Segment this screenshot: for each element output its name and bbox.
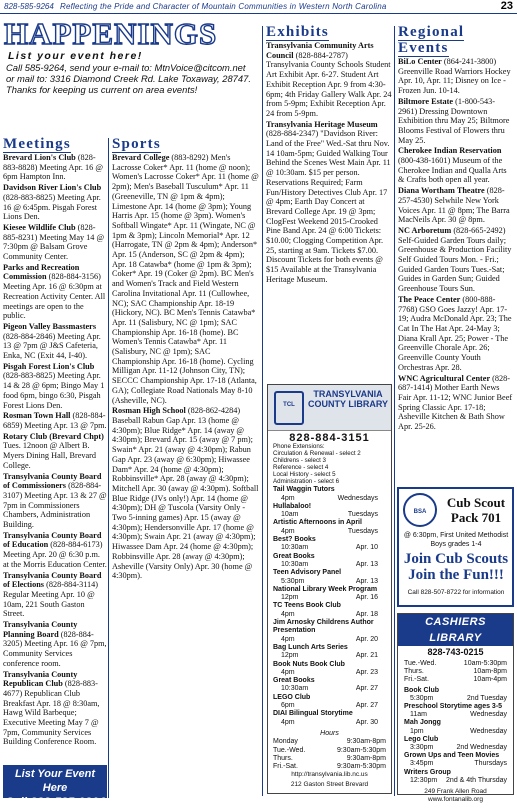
entry-text: (828-862-4284) Baseball Rabun Gap Apr. 13 (home @ 4:30pm); Blue Ridge* Apr. 14 (away @ 4:30pm); Brevard Apr. 15 (away @ 7 pm); Swain* Apr. 21 (away @ 4:30pm); Rabun Gap Apr. 23 (away @ 6:30pm); Hiwassee Dam* Apr. 24 (home @ 4:30pm); Robbinsville* Apr. 28 (away @ 4:30pm); Mitchell Apr. 30 (away @ 4:30pm). Softball Blue Ridge (JVs only!) Apr. 14 (home @ 4:30pm); DH @ Tuscola (Varsity Only - Two 5-inning games) Apr. 15 (away @ 4:30pm); Hendersonville Apr. 17 (home @ 4:30pm); Swain Apr. 21 (away @ 4:30pm); Hiwassee Dam Apr. 24 (home @ 4:30pm); Robbinsville Apr. 28 (away @ 4:30pm); Asheville (Varsity Only) Apr. 30 (home @ 4:30pm).	[112, 406, 259, 581]
event-time: 5:30pm	[281, 577, 305, 585]
event-time: 12pm	[281, 594, 299, 602]
entry-title: Cherokee Indian Reservation	[398, 146, 502, 156]
entry-title: Pigeon Valley Bassmasters	[3, 321, 97, 331]
list-item	[3, 620, 107, 669]
entry-title: Transylvania County Republican Club	[3, 669, 78, 689]
library-hours	[268, 730, 391, 771]
event-when	[273, 544, 386, 552]
list-item	[398, 186, 514, 225]
list-item	[3, 263, 107, 321]
event-when	[273, 495, 386, 503]
event-name: National Library Week Program	[273, 585, 378, 593]
event-time: 4pm	[281, 527, 295, 535]
entry-title: Rosman Town Hall	[3, 411, 71, 421]
list-item	[112, 153, 260, 405]
sports-heading: Sports	[112, 136, 161, 152]
entry-text: (828-884-3205) Meeting Apr. 16 @ 7pm, Community Services conference room.	[3, 629, 107, 668]
event-day: Apr. 23	[355, 668, 378, 676]
library-phone-options	[268, 442, 391, 486]
header-tagline: Reflecting the Pride and Character of Mountain Communities in Western North Carolina	[60, 2, 387, 11]
event-time: 4pm	[281, 635, 295, 643]
event-name: Mah Jongg	[404, 719, 441, 727]
entry-title: Kiesee Wildlife Club	[3, 222, 76, 232]
hours-day: Monday	[273, 738, 298, 746]
hours-day: Tue.-Wed.	[273, 746, 306, 754]
entry-text: (828-885-8231) Meeting May 14 @ 7:30pm @ Balsam Grove Community Center.	[3, 222, 105, 262]
meetings-heading: Meetings	[3, 136, 71, 152]
event-day: Apr. 13	[355, 560, 378, 568]
entry-text: (828-884-3114) Regular Meeting Apr. 10 @ 10am, 221 South Gaston Street.	[3, 580, 99, 619]
event-name: Preschool Storytime ages 3-5	[404, 703, 503, 711]
event-name: Teen Advisory Panel	[273, 569, 342, 577]
event-day: Apr. 16	[355, 594, 378, 602]
column-divider	[394, 26, 395, 796]
cub-scout-join: Join Cub Scouts Join the Fun!!!	[403, 551, 509, 583]
list-item	[3, 411, 107, 430]
event-day: 2nd & 4th Thursday	[446, 776, 507, 784]
sports-list	[112, 153, 260, 581]
event-time: 10:30am	[281, 544, 309, 552]
event-day: Wednesday	[470, 727, 507, 735]
cub-scout-pack: Cub Scout Pack 701	[446, 495, 506, 525]
event-when	[273, 611, 386, 619]
hours-time: 10am-8pm	[473, 668, 507, 676]
event-when	[273, 511, 386, 519]
event-day: Tuesdays	[347, 511, 378, 519]
event-name: Great Books	[273, 552, 315, 560]
option-line: Reference - select 4	[273, 464, 329, 472]
event-day: Apr. 21	[355, 652, 378, 660]
event-name: Writers Group	[404, 768, 451, 776]
event-day: Apr. 27	[355, 685, 378, 693]
list-item	[398, 146, 514, 185]
event-day: Apr. 10	[355, 544, 378, 552]
entry-title: Transylvania County Board of Elections	[3, 570, 102, 590]
event-day: Apr. 13	[355, 577, 378, 585]
hours-row	[404, 660, 507, 668]
entry-text: Tues. 12noon @ Albert B. Myers Dining Hall, Brevard College.	[3, 441, 97, 470]
page-header	[0, 0, 517, 14]
entry-text: (1-800-543-2961) Dressing Downtown Exhibition thru May 25; Biltmore Blooms Festival of Flowers thru May 25.	[398, 96, 510, 145]
regional-list	[398, 57, 514, 432]
cub-scout-ad	[397, 487, 514, 607]
event-name: TC Teens Book Club	[273, 602, 341, 610]
event-name: DIAI Bilingual Storytime	[273, 710, 353, 718]
cashiers-address: 249 Frank Allen Road www.fontanalib.org	[424, 788, 487, 804]
option-line: Local History - select 5	[273, 471, 336, 479]
event-name: Grown Ups and Teen Movies	[404, 752, 500, 760]
hours-time: 9:30am-5:30pm	[336, 763, 386, 771]
list-item	[398, 295, 514, 373]
entry-text: (828-883-8825) Meeting Apr. 16 @ 6:45pm. Pisgah Forest Lions Den.	[3, 192, 101, 222]
entry-text: (828-883-8825) Meeting Apr. 14 & 28 @ 6pm; Bingo May 1 food 6pm, bingo 6:30, Pisgah Forest Lions Den.	[3, 371, 105, 410]
hours-time: 10am-5:30pm	[463, 660, 507, 667]
exhibits-heading: Exhibits	[266, 24, 329, 40]
entry-title: Transylvania County Planning Board	[3, 620, 78, 639]
event-name: Hullabaloo!	[273, 502, 312, 510]
cta-line-1: List Your Event Here	[14, 768, 96, 794]
page-number: 23	[500, 0, 513, 12]
event-when	[273, 578, 386, 586]
event-time: 5:30pm	[410, 694, 434, 702]
entry-title: Davidson River Lion's Club	[3, 183, 102, 193]
cub-scout-badge-icon: BSA	[403, 493, 437, 527]
exhibits-column	[266, 24, 392, 382]
hours-row	[273, 738, 386, 746]
hours-day: Thurs.	[273, 754, 293, 762]
option-line: Administration - select 6	[273, 478, 340, 486]
event-when	[404, 711, 507, 719]
event-when	[404, 777, 507, 785]
event-when	[273, 685, 386, 693]
event-time: 12pm	[281, 652, 299, 660]
entry-text: (800-888-7768) GSO Goes Jazzy! Apr. 17-19; Audra McDonald Apr. 23; The Cat In The Hat Apr. 24-May 3; Diana Krall Apr. 25; Power - The Greenville Chorale Apr. 26; Greenville County Youth Orchestras Apr. 28.	[398, 294, 512, 372]
event-when	[273, 528, 386, 536]
list-item	[398, 97, 514, 146]
list-item	[3, 362, 107, 411]
entry-text: (828-884-6173) Meeting Apr. 20 @ 6:30 p.m. at the Morris Education Center.	[3, 540, 107, 569]
cashiers-events	[398, 687, 513, 785]
event-time: 10am	[281, 511, 299, 519]
cta-line-2: Call 828-585-9264	[4, 795, 106, 809]
event-when	[273, 636, 386, 644]
entry-text: (828-883-4677) Republican Club Breakfast Apr. 18 @ 8:30am, Hawg Wild Barbeque; Executive Meeting May 7 @ 7pm, Community Services Building Conference Room.	[3, 679, 100, 747]
meetings-column	[3, 136, 107, 764]
event-when	[404, 744, 507, 752]
list-item	[3, 670, 107, 748]
event-day: 2nd Tuesday	[466, 694, 507, 702]
meetings-list	[3, 153, 107, 747]
hours-time: 10am-4pm	[473, 676, 507, 684]
event-name: LEGO Club	[273, 693, 311, 701]
event-time: 12:30pm	[410, 776, 438, 784]
hours-row	[404, 668, 507, 676]
library-hours-title: Hours	[320, 729, 339, 737]
hours-day: Thurs.	[404, 668, 424, 676]
entry-title: Transylvania Community Arts Council	[266, 41, 374, 60]
event-when	[273, 669, 386, 677]
library-name: TRANSYLVANIA COUNTY LIBRARY	[308, 389, 389, 409]
entry-title: Brevard College	[112, 153, 170, 162]
hours-day: Fri.-Sat.	[404, 676, 429, 684]
entry-title: Rosman High School	[112, 406, 186, 416]
cashiers-title: CASHIERS LIBRARY	[398, 614, 513, 646]
event-when	[273, 702, 386, 710]
hours-time: 9:30am-8pm	[346, 754, 386, 762]
entry-title: Rotary Club (Brevard Chpt)	[3, 431, 104, 441]
entry-title: Transylvania County Board of Commissioners	[3, 471, 102, 491]
option-line: Childrens - select 3	[273, 457, 326, 465]
library-events	[268, 486, 391, 727]
list-item	[3, 153, 107, 182]
happenings-title: HAPPENINGS	[4, 16, 218, 51]
list-item	[3, 432, 107, 471]
list-item	[112, 406, 260, 581]
event-time: 10:30am	[281, 685, 309, 693]
hours-time: 9:30am-5:30pm	[336, 746, 386, 754]
header-phone: 828-585-9264	[4, 2, 54, 11]
entry-text: (828-687-1414) Mother Earth News Fair Apr. 11-12; WNC Junior Beef Spring Classic Apr. 17-18; Asheville Kitchen & Bath Show Apr. 25-26.	[398, 373, 513, 432]
event-name: Book Club	[404, 686, 439, 694]
library-header	[268, 385, 391, 431]
happenings-intro: Call 585-9264, send your e-mail to: MtnVoice@citcom.net or mail to: 3316 Diamond Creek Rd. Lake Toxaway, 28747. Thanks for keeping us current on area events!	[6, 62, 251, 96]
event-when	[273, 561, 386, 569]
event-time: 4pm	[281, 610, 295, 618]
entry-text: (828-884-2787) Transylvania County Schools Student Art Exhibit Apr. 6-27. Student Art Exhibit Reception Apr. 9 from 4:30-6pm; 4th Friday Gallery Walk Apr. 24 from 5-9pm; Exhibit Reception Apr. 24 from 5-9pm.	[266, 50, 392, 118]
entry-text: (828-665-2492) Self-Guided Garden Tours daily; Greenhouse & Production Facility Self Guided Tours Mon. - Fri.; Guided Garden Tours Tues.-Sat; Guides in Garden Sun; Guided Greenhouse Tours Sun.	[398, 225, 512, 294]
event-time: 6pm	[281, 702, 295, 710]
list-item	[3, 531, 107, 570]
event-day: Apr. 27	[355, 702, 378, 710]
event-when	[404, 760, 507, 768]
event-day: Apr. 18	[355, 610, 378, 618]
option-line: Phone Extensions:	[273, 443, 325, 451]
entry-title: BiLo Center	[398, 57, 442, 66]
entry-title: Transylvania County Board of Education	[3, 530, 102, 550]
list-item	[3, 183, 107, 222]
entry-text: (883-8292) Men's Lacrosse Coker* Apr. 11 (home @ noon); Women's Lacrosse Coker* Apr. 11 (home @ 2pm); Men's Baseball Tusculum* Apr. 11 (Greeneville, TN @ 1pm & 4pm); Limestone Apr. 14 (home @ 3pm); Young Harris Apr. 15 (home @ 3pm). Women's Softball Wingate* Apr. 11 (Wingate, NC @ 1pm & 3pm); Lincoln Memorial* Apr. 12 (Harrogate, TN @ 2pm & 4pm); Anderson* Apr. 15 (Anderson, SC @ 2pm & 4pm); Apr. 18 Catawba* (home @ 1pm & 3pm); Coker* Apr. 19 (Coker @ 2pm). BC Men's and Women's Track and Field Western Carolina Invitational Apr. 11 (Cullowhee, NC); SAC Championship Apr. 18-19 (Hickory, NC). BC Men's Tennis Catawba* Apr. 11 (Salisbury, NC @ 1pm); SAC Championship Apr. 16-18 (home). BC Women's Tennis Catawba* Apr. 11 (Salisbury, NC @ 1pm); SAC Championship Apr. 16-18 (home). Cycling Milligan Apr. 11-12 (Johnson City, TN); SECCC Championship Apr. 17-18 (Atlanta, GA); Collegiate Road Nationals May 8-10 (Asheville, NC).	[112, 153, 259, 405]
list-item	[398, 57, 514, 96]
list-your-event-banner	[3, 765, 107, 809]
hours-row	[273, 755, 386, 763]
event-time: 4pm	[281, 718, 295, 726]
entry-title: Diana Wortham Theatre	[398, 186, 485, 196]
event-name: Artistic Afternoons in April	[273, 519, 362, 527]
event-day: Apr. 30	[355, 718, 378, 726]
list-item	[3, 322, 107, 361]
entry-title: Brevard Lion's Club	[3, 153, 76, 162]
library-url[interactable]: http://transylvania.lib.nc.us	[291, 770, 368, 778]
event-day: Thursdays	[474, 760, 507, 768]
cub-scout-location: @ 6:30pm, First United Methodist Boys grades 1-4	[403, 532, 509, 548]
library-emblem-icon: TCL	[274, 391, 304, 425]
cashiers-phone: 828-743-0215	[427, 647, 484, 657]
entry-text: (828-884-3107) Meeting Apr. 13 & 27 @ 7pm in Commissioners Chambers, Administration Building.	[3, 481, 107, 530]
list-item	[3, 571, 107, 620]
hours-day: Fri.-Sat.	[273, 763, 298, 771]
entry-title: NC Arboretum	[398, 225, 452, 235]
event-time: 3:45pm	[410, 760, 434, 768]
event-when	[273, 594, 386, 602]
sports-column	[112, 136, 260, 796]
list-item	[266, 120, 392, 285]
hours-day: Tue.-Wed.	[404, 660, 437, 667]
event-name: Lego Club	[404, 735, 439, 743]
option-line: Circulation & Renewal - select 2	[273, 450, 361, 458]
event-time: 1pm	[410, 727, 424, 735]
entry-text: (828-883-8828) Meeting Apr. 16 @ 6pm Hampton Inn.	[3, 153, 103, 182]
entry-title: WNC Agricultural Center	[398, 373, 491, 383]
cub-scout-call: Call 828-507-8722 for information	[407, 589, 505, 596]
event-day: Wednesdays	[337, 494, 378, 502]
event-when	[273, 652, 386, 660]
list-item	[3, 223, 107, 262]
entry-title: Transylvania Heritage Museum	[266, 119, 378, 129]
regional-heading: Regional Events	[398, 24, 465, 56]
transylvania-library-ad	[267, 384, 392, 794]
hours-row	[404, 676, 507, 684]
event-name: Bag Lunch Arts Series	[273, 643, 348, 651]
list-item	[3, 472, 107, 530]
event-name: Great Books	[273, 677, 315, 685]
library-phone: 828-884-3151	[289, 432, 370, 444]
entry-title: Pisgah Forest Lion's Club	[3, 361, 95, 371]
event-day: Apr. 20	[355, 635, 378, 643]
entry-text: (828-884-2347) "Davidson River: Land of the Free" Wed.-Sat thru Nov. 14 10am-5pm; Guided Walking Tour Behind the Scenes West Main Apr. 11 @ 10:30am. $15 per person. Reservations Required; Farm Fun/History Detectives Club Apr. 17 @ 4pm; Earth Day Concert at Brevard College Apr. 19 @ 3pm; ClogFest Weekend 2015-Crooked Pine Band Apr. 24 @ 6:00 Tickets: $10.00; Clogging Competition Apr. 25, starting at 9am. Tickets $7.00. Discount Tickets for both events @ $15 Available at the Transylvania Heritage Museum.	[266, 129, 391, 284]
entry-title: Parks and Recreation Commission	[3, 262, 80, 282]
event-name: Jim Arnosky Childrens Author Presentation	[273, 619, 374, 635]
event-name: Best? Books	[273, 536, 316, 544]
hours-row	[273, 747, 386, 755]
entry-title: The Peace Center	[398, 294, 461, 304]
exhibits-list	[266, 41, 392, 285]
event-time: 4pm	[281, 494, 295, 502]
entry-text: (828-884-6859) Meeting Apr. 13 @ 7pm.	[3, 411, 107, 430]
event-day: Tuesdays	[347, 527, 378, 535]
entry-text: (828-884-3156) Meeting Apr. 16 @ 6:30pm at Recreation Activity Center. All meetings are open to the public.	[3, 272, 106, 321]
event-day: Wednesday	[470, 711, 507, 719]
entry-text: (864-241-3800) Greenville Road Warriors Hockey Apr. 10, Apr. 11; Disney on Ice - Frozen Jun. 10-14.	[398, 57, 511, 96]
list-item	[266, 41, 392, 119]
hours-time: 9:30am-8pm	[346, 738, 386, 746]
event-when	[404, 728, 507, 736]
event-name: Tail Waggin Tutors	[273, 486, 335, 494]
happenings-subtitle: List your event here!	[8, 50, 143, 62]
entry-text: (828-257-4530) Selwhile New York Voices Apr. 11 @ 8pm; The Barra MacNeils Apr. 30 @ 8pm.	[398, 186, 510, 225]
cashiers-library-ad	[397, 613, 514, 804]
cashiers-hours	[398, 658, 513, 687]
column-divider	[262, 26, 263, 796]
event-time: 10:30am	[281, 560, 309, 568]
event-day: 2nd Wednesday	[456, 744, 507, 752]
regional-column	[398, 24, 514, 484]
entry-text: (800-438-1601) Museum of the Cherokee Indian and Qualla Arts & Crafts both open all year.	[398, 156, 507, 185]
event-name: Book Nuts Book Club	[273, 660, 345, 668]
entry-text: (828-884-2846) Meeting Apr. 13 @ 7pm @ J&S Cafeteria, Enka, NC (Exit 44, I-40).	[3, 331, 101, 361]
entry-title: Biltmore Estate	[398, 96, 454, 106]
list-item	[398, 374, 514, 432]
library-address: 212 Gaston Street Brevard	[290, 780, 369, 788]
list-item	[398, 226, 514, 294]
event-time: 3:30pm	[410, 744, 434, 752]
column-divider	[108, 138, 109, 798]
event-time: 4pm	[281, 668, 295, 676]
event-when	[404, 695, 507, 703]
event-time: 11am	[410, 711, 427, 719]
event-when	[273, 719, 386, 727]
